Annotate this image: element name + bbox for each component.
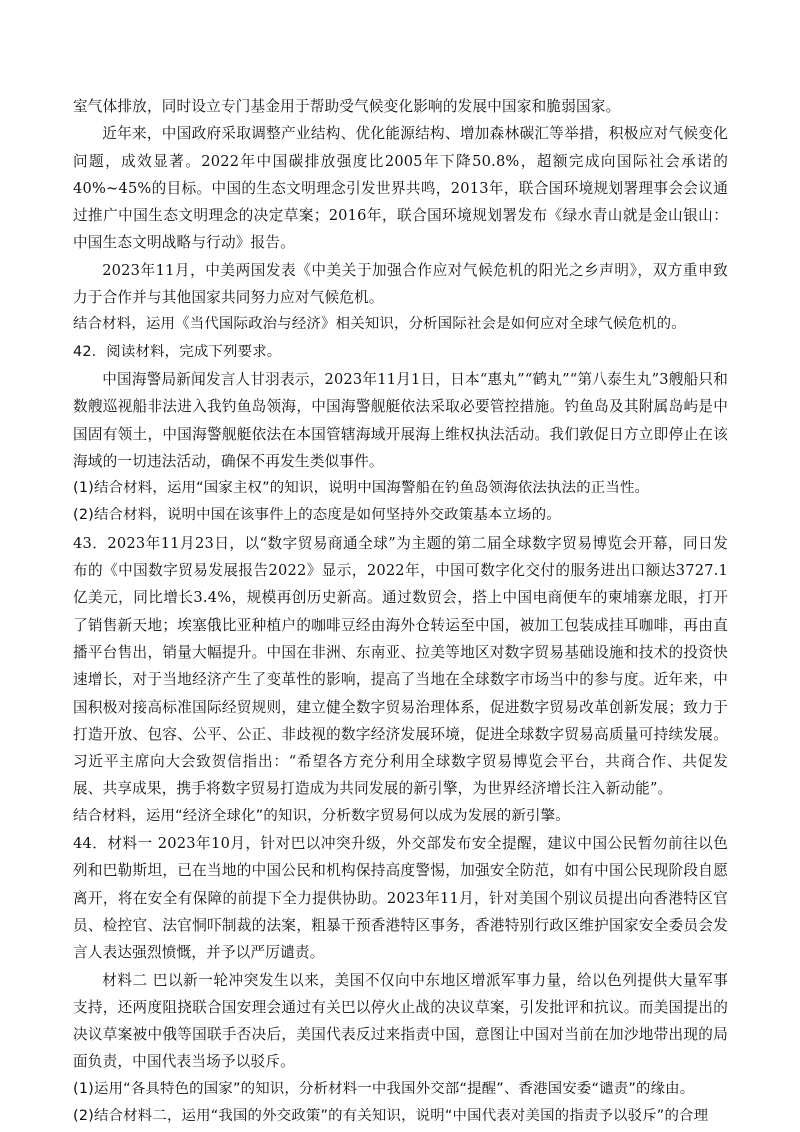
- question-42-part-2: (2)结合材料，说明中国在该事件上的态度是如何坚持外交政策基本立场的。: [73, 507, 561, 524]
- question-42-heading: 42．阅读材料，完成下列要求。: [73, 343, 282, 360]
- material-paragraph-sunnylands: 2023年11月，中美两国发表《中美关于加强合作应对气候危机的阳光之乡声明》，双方重申致力于合作并与其他国家共同努力应对气候危机。: [73, 261, 728, 307]
- question-41-prompt: 结合材料，运用《当代国际政治与经济》相关知识，分析国际社会是如何应对全球气候危机的。: [73, 316, 686, 333]
- question-44-part-1: (1)运用“各具特色的国家”的知识，分析材料一中我国外交部“提醒”、香港国安委“谴责”的缘由。: [73, 1080, 695, 1097]
- question-44-part-2: (2)结合材料二，运用“我国的外交政策”的有关知识，说明“中国代表对美国的指责予以驳斥”的合理: [73, 1107, 709, 1124]
- material-paragraph-china-climate: 近年来，中国政府采取调整产业结构、优化能源结构、增加森林碳汇等举措，积极应对气候变化问题，成效显著。2022年中国碳排放强度比2005年下降50.8%，超额完成向国际社会承诺的40%~45%的目标。中国的生态文明理念引发世界共鸣，2013年，联合国环境规划署理事会会议通过推广中国生态文明理念的决定草案；2016年，联合国环境规划署发布《绿水青山就是金山银山：中国生态文明战略与行动》报告。: [73, 125, 728, 252]
- question-43-prompt: 结合材料，运用“经济全球化”的知识，分析数字贸易何以成为发展的新引擎。: [73, 807, 570, 824]
- question-43-material: 43．2023年11月23日，以“数字贸易商通全球”为主题的第二届全球数字贸易博览会开幕，同日发布的《中国数字贸易发展报告2022》显示，2022年，中国可数字化交付的服务进出口额达3727.1亿美元，同比增长3.4%，规模再创历史新高。通过数贸会，搭上中国电商便车的柬埔寨龙眼，打开了销售新天地；埃塞俄比亚种植户的咖啡豆经由海外仓转运至中国，被加工包装成挂耳咖啡，再由直播平台售出，销量大幅提升。中国在非洲、东南亚、拉美等地区对数字贸易基础设施和技术的投资快速增长，对于当地经济产生了变革性的影响，提高了当地在全球数字市场当中的参与度。近年来，中国积极对接高标准国际经贸规则，建立健全数字贸易治理体系，促进数字贸易改革创新发展；致力于打造开放、包容、公平、公正、非歧视的数字经济发展环境，促进全球数字贸易高质量可持续发展。习近平主席向大会致贺信指出：“希望各方充分利用全球数字贸易博览会平台，共商合作、共促发展、共享成果，携手将数字贸易打造成为共同发展的新引擎，为世界经济增长注入新动能”。: [73, 534, 728, 798]
- question-44-material-2: 材料二 巴以新一轮冲突发生以来，美国不仅向中东地区增派军事力量，给以色列提供大量军事支持，还两度阻挠联合国安理会通过有关巴以停火止战的决议草案，引发批评和抗议。而美国提出的决议草案被中俄等国联手否决后，美国代表反过来指责中国，意图让中国对当前在加沙地带出现的局面负责，中国代表当场予以驳斥。: [73, 971, 728, 1071]
- question-44-material-1: 44．材料一 2023年10月，针对巴以冲突升级，外交部发布安全提醒，建议中国公民暂勿前往以色列和巴勒斯坦，已在当地的中国公民和机构保持高度警惕，加强安全防范，如有中国公民现阶段自愿离开，将在安全有保障的前提下全力提供协助。2023年11月，针对美国个别议员提出向香港特区官员、检控官、法官恫吓制裁的法案，粗暴干预香港特区事务，香港特别行政区维护国家安全委员会发言人表达强烈愤慨，并予以严厉谴责。: [73, 835, 728, 962]
- question-42-material: 中国海警局新闻发言人甘羽表示，2023年11月1日，日本“惠丸”“鹤丸”“第八泰生丸”3艘船只和数艘巡视船非法进入我钓鱼岛领海，中国海警舰艇依法采取必要管控措施。钓鱼岛及其附属岛屿是中国固有领土，中国海警舰艇依法在本国管辖海域开展海上维权执法活动。我们敦促日方立即停止在该海域的一切违法活动，确保不再发生类似事件。: [73, 370, 728, 470]
- question-42-part-1: (1)结合材料，运用“国家主权”的知识，说明中国海警船在钓鱼岛领海依法执法的正当性。: [73, 480, 650, 497]
- material-paragraph-continuation: 室气体排放，同时设立专门基金用于帮助受气候变化影响的发展中国家和脆弱国家。: [73, 98, 621, 115]
